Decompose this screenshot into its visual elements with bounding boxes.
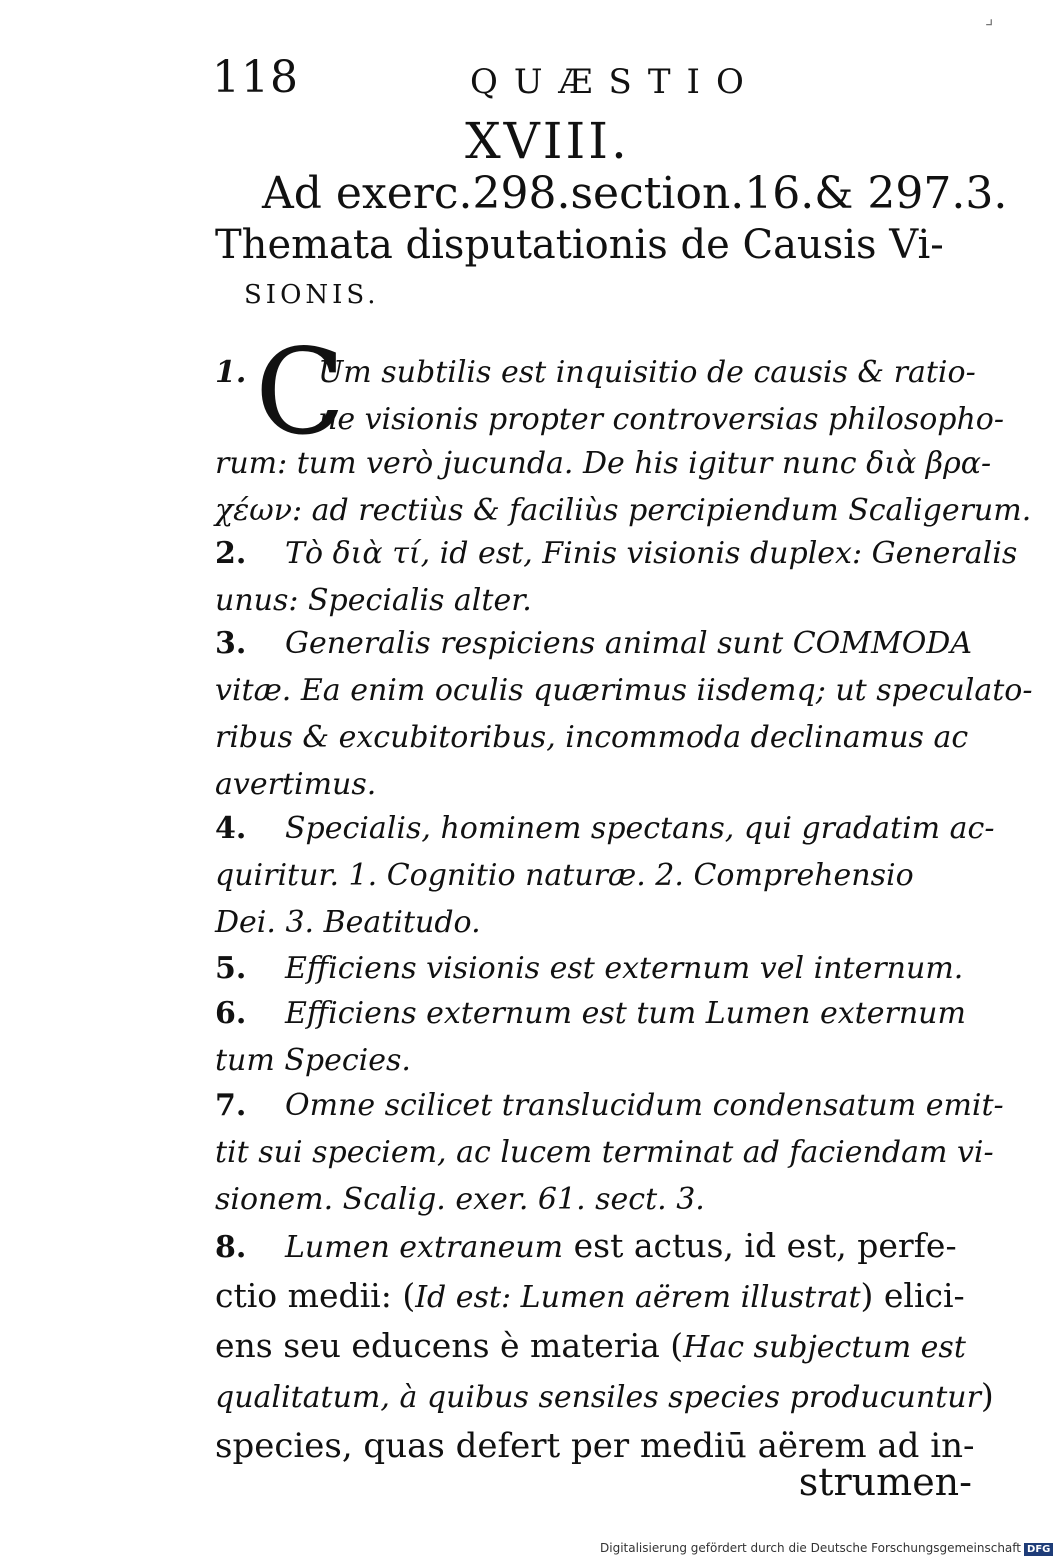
para8-line-1-italic: Lumen extraneum xyxy=(285,1230,564,1265)
para8-line-5-roman: species, quas defert per mediū aërem ad in- xyxy=(215,1426,975,1466)
paragraph-7 xyxy=(215,1082,1004,1223)
drop-cap: C xyxy=(255,323,346,461)
para6-line-2: tum Species. xyxy=(215,1043,411,1078)
para2-line-2: unus: Specialis alter. xyxy=(215,583,532,618)
para7-line-2: tit sui speciem, ac lucem terminat ad faciendam vi- xyxy=(215,1135,994,1170)
question-number: XVIII. xyxy=(465,112,630,170)
para6-line-1: Efficiens externum est tum Lumen externum xyxy=(285,996,966,1031)
para1-line-1: Um subtilis est inquisitio de causis & ratio- xyxy=(318,355,976,390)
para6-number: 6. xyxy=(215,996,247,1031)
para7-number: 7. xyxy=(215,1088,247,1123)
dfg-logo: DFG xyxy=(1024,1543,1053,1556)
para5-line-1: Efficiens visionis est externum vel internum. xyxy=(285,951,964,986)
reference-line: Ad exerc.298.section.16.& 297.3. xyxy=(262,168,1008,219)
para8-line-3-roman: ens seu educens è materia ( xyxy=(215,1326,684,1365)
paragraph-8 xyxy=(215,1222,994,1472)
para8-line-1-roman: est actus, id est, perfe- xyxy=(563,1226,957,1265)
para8-number: 8. xyxy=(215,1230,247,1265)
footer-text: Digitalisierung gefördert durch die Deutsche Forschungsgemeinschaft xyxy=(600,1541,1022,1555)
para4-line-2: quiritur. 1. Cognitio naturæ. 2. Comprehensio xyxy=(215,858,914,893)
para2-line-1: Τὸ διὰ τί, id est, Finis visionis duplex: Generalis xyxy=(285,536,1018,571)
para1-line-2: ne visionis propter controversias philosopho- xyxy=(318,402,1005,437)
running-title: QUÆSTIO xyxy=(470,62,760,102)
page-number: 118 xyxy=(212,52,299,103)
paragraph-6 xyxy=(215,990,975,1084)
para3-line-4: avertimus. xyxy=(215,767,377,802)
para4-line-1: Specialis, hominem spectans, qui gradatim ac- xyxy=(285,811,995,846)
paragraph-3 xyxy=(215,620,1033,808)
para1-line-3: rum: tum verò jucunda. De his igitur nunc διὰ βρα- xyxy=(215,446,992,481)
para1-number: 1. xyxy=(215,355,247,390)
para7-line-3: sionem. Scalig. exer. 61. sect. 3. xyxy=(215,1182,705,1217)
paragraph-4 xyxy=(215,805,995,946)
theme-line-2: SIONIS. xyxy=(244,280,380,310)
corner-mark-icon: ⌟ xyxy=(985,8,994,29)
paragraph-2 xyxy=(215,530,1018,624)
para3-line-3: ribus & excubitoribus, incommoda declinamus ac xyxy=(215,720,969,755)
catchword: strumen- xyxy=(798,1460,972,1504)
para8-line-2-roman-b: ) elici- xyxy=(860,1276,965,1315)
para7-line-1: Omne scilicet translucidum condensatum emit- xyxy=(285,1088,1004,1123)
para4-number: 4. xyxy=(215,811,247,846)
para3-number: 3. xyxy=(215,626,247,661)
para5-number: 5. xyxy=(215,951,247,986)
para3-line-2: vitæ. Ea enim oculis quærimus iisdemq; ut speculato- xyxy=(215,673,1033,708)
para1-line-4: χέων: ad rectiùs & faciliùs percipiendum Scaligerum. xyxy=(215,493,1032,528)
para8-line-4-italic: qualitatum, à quibus sensiles species producuntur xyxy=(215,1380,981,1415)
para8-line-3-italic: Hac subjectum est xyxy=(683,1330,966,1365)
para1-continuation xyxy=(215,440,1032,534)
para8-line-4-roman: ) xyxy=(980,1376,994,1415)
para4-line-3: Dei. 3. Beatitudo. xyxy=(215,905,481,940)
paragraph-5 xyxy=(215,945,975,992)
theme-line-1: Themata disputationis de Causis Vi- xyxy=(215,222,944,268)
para8-line-2-roman-a: ctio medii: ( xyxy=(215,1276,416,1315)
para8-line-2-italic: Id est: Lumen aërem illustrat xyxy=(415,1280,861,1315)
para3-line-1: Generalis respiciens animal sunt COMMODA xyxy=(285,626,973,661)
footer-credit xyxy=(600,1541,1053,1556)
para2-number: 2. xyxy=(215,536,247,571)
